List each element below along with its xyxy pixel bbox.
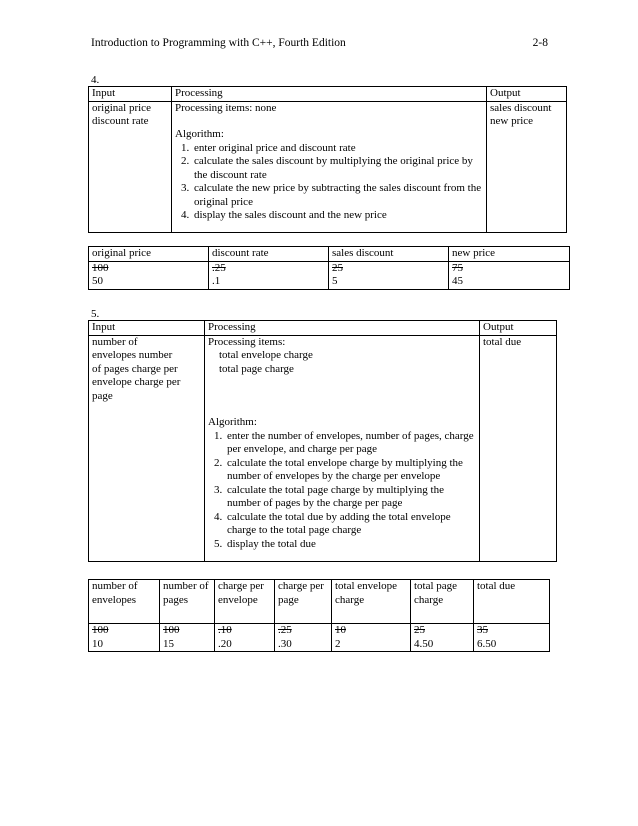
algorithm-step: 2. calculate the total envelope charge by multiplying the number of envelopes by the charge per envelope [225, 457, 476, 484]
desk-header: number of pages [160, 580, 215, 624]
crossed-value: 100 [92, 624, 109, 636]
input-item: discount rate [92, 115, 149, 127]
current-value: 4.50 [414, 637, 434, 650]
desk-cell [89, 624, 160, 652]
desk-header: discount rate [209, 247, 329, 262]
algorithm-label: Algorithm: [175, 128, 224, 140]
current-value: .1 [212, 275, 221, 287]
algorithm-step: 1. enter the number of envelopes, number of pages, charge per envelope, and charge per page [225, 430, 476, 457]
desk-cell [215, 624, 275, 652]
ex5-ipo-chart [88, 320, 557, 562]
algorithm-step: 4. display the sales discount and the new price [192, 209, 483, 223]
desk-header: total envelope charge [332, 580, 411, 624]
current-value: .30 [278, 637, 292, 650]
desk-cell [209, 261, 329, 289]
current-value: 15 [163, 637, 174, 650]
current-value: 45 [452, 275, 463, 287]
input-item: number of [92, 335, 138, 348]
algorithm-step: 3. calculate the total page charge by multiplying the number of pages by the charge per page [225, 484, 476, 511]
algorithm-step: 3. calculate the new price by subtracting the sales discount from the original price [192, 182, 483, 209]
ipo-body-row [89, 101, 567, 232]
crossed-value: 75 [452, 261, 463, 274]
current-value: 10 [92, 637, 103, 650]
desk-header: new price [449, 247, 570, 262]
desk-cell [332, 624, 411, 652]
crossed-value: .10 [218, 624, 232, 636]
algorithm-step: 1. enter original price and discount rate [192, 142, 483, 156]
current-value: 2 [335, 637, 341, 650]
crossed-value: 100 [92, 261, 109, 274]
processing-items: Processing items: none [175, 101, 277, 114]
processing-item: total page charge [219, 362, 294, 375]
desk-header: total due [474, 580, 550, 624]
ipo-output-cell [487, 101, 567, 232]
algorithm-step: 4. calculate the total due by adding the total envelope charge to the total page charge [225, 511, 476, 538]
ipo-header-input: Input [89, 87, 172, 102]
ipo-header-output: Output [487, 87, 567, 102]
processing-item: total envelope charge [219, 349, 313, 361]
desk-header-row [89, 247, 570, 262]
crossed-value: 25 [332, 261, 343, 274]
algorithm-steps [175, 142, 483, 223]
ipo-header-processing: Processing [205, 321, 480, 336]
page-header [91, 37, 548, 51]
ipo-header-row [89, 321, 557, 336]
current-value: 6.50 [477, 637, 497, 650]
crossed-value: .25 [212, 261, 226, 274]
ipo-processing-cell [205, 335, 480, 561]
ipo-output-cell [480, 335, 557, 561]
desk-cell [411, 624, 474, 652]
output-item: total due [483, 335, 522, 348]
crossed-value: 35 [477, 624, 488, 636]
algorithm-step: 5. display the total due [225, 538, 476, 552]
current-value: 50 [92, 275, 103, 287]
ipo-header-row [89, 87, 567, 102]
ex4-desk-check-table [88, 246, 570, 290]
exercise-4-number: 4. [91, 74, 100, 86]
processing-items: Processing items: [208, 335, 286, 348]
ipo-input-cell [89, 101, 172, 232]
desk-header: original price [89, 247, 209, 262]
ipo-body-row [89, 335, 557, 561]
crossed-value: 10 [335, 624, 346, 636]
desk-header: total page charge [411, 580, 474, 624]
desk-header: charge per envelope [215, 580, 275, 624]
desk-values-row [89, 261, 570, 289]
desk-header: number of envelopes [89, 580, 160, 624]
desk-cell [474, 624, 550, 652]
desk-cell [89, 261, 209, 289]
crossed-value: 100 [163, 624, 180, 636]
ex5-desk-check-table [88, 579, 550, 652]
current-value: .20 [218, 637, 232, 650]
desk-cell [329, 261, 449, 289]
output-item: new price [490, 115, 534, 127]
input-item: envelopes number [92, 349, 173, 361]
ipo-header-input: Input [89, 321, 205, 336]
output-item: sales discount [490, 101, 552, 114]
crossed-value: 25 [414, 624, 425, 636]
current-value: 5 [332, 275, 338, 287]
ipo-header-output: Output [480, 321, 557, 336]
input-item: of pages charge per [92, 362, 178, 375]
desk-header: charge per page [275, 580, 332, 624]
desk-cell [449, 261, 570, 289]
ipo-input-cell [89, 335, 205, 561]
page-number: 2-8 [532, 37, 548, 49]
desk-cell [275, 624, 332, 652]
input-item: original price [92, 101, 151, 114]
algorithm-label: Algorithm: [208, 416, 257, 428]
algorithm-step: 2. calculate the sales discount by multiplying the original price by the discount rate [192, 155, 483, 182]
desk-values-row [89, 624, 550, 652]
document-title: Introduction to Programming with C++, Fourth Edition [91, 37, 346, 49]
crossed-value: .25 [278, 624, 292, 636]
desk-header: sales discount [329, 247, 449, 262]
desk-cell [160, 624, 215, 652]
desk-header-row [89, 580, 550, 624]
ex4-ipo-chart [88, 86, 567, 233]
input-item: page [92, 389, 113, 402]
exercise-5-number: 5. [91, 308, 100, 320]
algorithm-steps [208, 430, 476, 552]
input-item: envelope charge per [92, 376, 181, 388]
ipo-header-processing: Processing [172, 87, 487, 102]
ipo-processing-cell [172, 101, 487, 232]
